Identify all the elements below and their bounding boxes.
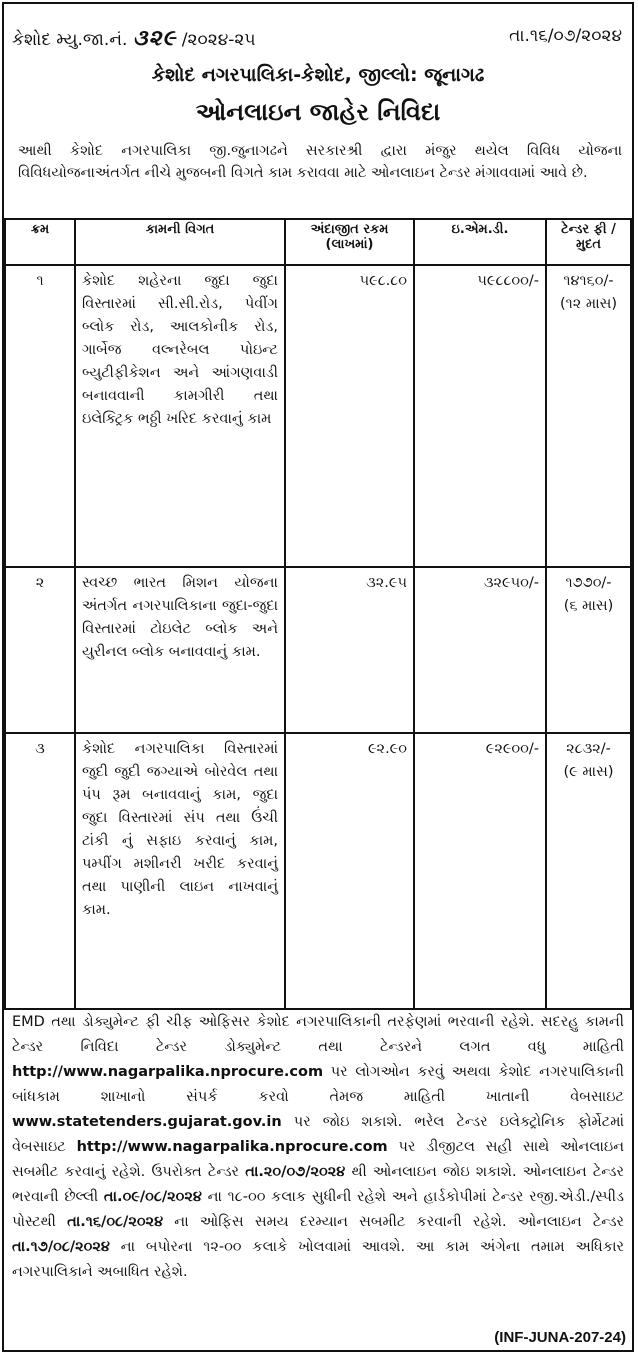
last-submission-date: તા.૦૯/૦૮/૨૦૨૪ [103,1189,202,1205]
row-emd: ૫૯૮૮૦૦/- [414,265,546,567]
statetenders-link[interactable]: www.statetenders.gujarat.gov.in [12,1114,282,1130]
row-fee [546,567,631,733]
table-row [5,733,631,1009]
terms-text: પર જોઇ શકાશે. ભરેલ ટેન્ડર ઇલેક્ટ્રોનિક ફોર્મેટમાં વેબસાઇટ [12,1114,625,1155]
online-view-date: તા.૨૦/૦૭/૨૦૨૪ [245,1164,346,1180]
reference-line [12,26,622,51]
row-duration: (૧૨ માસ) [559,296,618,312]
terms-paragraph [12,1010,624,1285]
tender-notice [2,2,634,1352]
row-sr: ૧ [5,265,75,567]
notice-title: ઓનલાઇન જાહેર નિવિદા [195,98,441,126]
outward-prefix: કેશોદ મ્યુ.જા.નં. [12,30,128,50]
table-header-row [5,219,631,265]
table-row [5,567,631,733]
row-sr: ૩ [5,733,75,1009]
header-work: કામની વિગત [75,219,285,265]
row-emd: ૯૨૯૦૦/- [414,733,546,1009]
row-fee-amount: ૧૪૧૬૦/- [563,273,614,289]
row-work: કેશોદ શહેરના જુદા જુદા વિસ્તારમાં સી.સી.રોડ, પેવીંગ બ્લોક રોડ, આલકોનીક રોડ, ગાર્બેજ વલ્નરેબલ પોઇન્ટ બ્યુટીફીકેશન અને આંગણવાડી બનાવવાની કામગીરી તથા ઇલેક્ટ્રિક ભઠ્ઠી ખરિદ કરવાનું કામ [75,265,285,567]
hardcopy-date: તા.૧૬/૦૮/૨૦૨૪ [67,1214,164,1230]
organization-heading: કેશોદ નગરપાલિકા-કેશોદ, જીલ્લો: જૂનાગઢ [151,64,485,86]
row-work: સ્વચ્છ ભારત મિશન યોજના અંતર્ગત નગરપાલિકાના જુદા-જુદા વિસ્તારમાં ટોઇલેટ બ્લોક અને યુરીનલ બ્લોક બનાવવાનું કામ. [75,567,285,733]
header-sr: ક્રમ [5,219,75,265]
terms-text: ના બપોરના ૧૨-૦૦ કલાકે ખોલવામાં આવશે. આ કામ અંગેના તમામ અધિકાર નગરપાલિકાને અબાધિત રહેશે. [12,1239,625,1280]
row-duration: (૯ માસ) [563,764,614,780]
header-emd: ઇ.એમ.ડી. [414,219,546,265]
row-amount: ૩૨.૯૫ [285,567,414,733]
works-table [4,218,632,1010]
nprocure-link[interactable]: http://www.nagarpalika.nprocure.com [12,1064,324,1080]
nprocure-link-2[interactable]: http://www.nagarpalika.nprocure.com [76,1139,388,1155]
header-amount: અંદાજીત રકમ (લાખમાં) [285,219,414,265]
row-fee [546,265,631,567]
outward-suffix: /૨૦૨૪-૨૫ [181,30,256,50]
table-row [5,265,631,567]
row-amount: ૯૨.૯૦ [285,733,414,1009]
terms-text: ના ઓફિસ સમય દરમ્યાન સબમીટ કરવાની રહેશે. ઓનલાઇન ટેન્ડર [174,1214,625,1230]
outward-number [12,26,256,51]
notice-date: તા.૧૬/૦૭/૨૦૨૪ [509,26,622,46]
row-fee-amount: ૨૮૩૨/- [566,741,611,757]
row-amount: ૫૯૮.૮૦ [285,265,414,567]
terms-text: ના ૧૮-૦૦ કલાક સુધીની રહેશે અને હાર્ડકોપીમાં ટેન્ડર રજી.એડી./સ્પીડ પોસ્ટથી [12,1189,625,1230]
row-work: કેશોદ નગરપાલિકા વિસ્તારમાં જુદી જુદી જગ્યાએ બોરવેલ તથા પંપ રૂમ બનાવવાનું કામ, જુદા જુદા વિસ્તારમાં સંપ તથા ઉંચી ટાંકી નું સફાઇ કરવાનું કામ, પમ્પીંગ મશીનરી ખરીદ કરવાનું તથા પાણીની લાઇન નાખવાનું કામ. [75,733,285,1009]
row-emd: ૩૨૯૫૦/- [414,567,546,733]
row-sr: ૨ [5,567,75,733]
row-fee-amount: ૧૭૭૦/- [565,575,612,591]
intro-paragraph: આથી કેશોદ નગરપાલિકા જી.જુનાગઢને સરકારશ્રી દ્વારા મંજુર થયેલ વિવિધ યોજના વિવિધયોજનાઅંતર્ગત નીચે મુજબની વિગતે કામ કરાવવા માટે ઓનલાઇન ટેન્ડર મંગાવવામાં આવે છે. [18,143,622,181]
terms-text: પર ડીજીટલ સહી સાથે ઓનલાઇન સબમીટ કરવાનું રહેશે. ઉપરોક્ત ટેન્ડર [12,1139,624,1180]
inf-reference: (INF-JUNA-207-24) [494,1329,626,1346]
row-duration: (૬ માસ) [563,598,614,614]
terms-text: પર લોગઓન કરવું અથવા કેશોદ નગરપાલિકાની બાંધકામ શાખાનો સંપર્ક કરવો તેમજ માહિતી ખાતાની વેબસાઇટ [12,1064,624,1105]
header-fee: ટેન્ડર ફી / મુદત [546,219,631,265]
terms-text: થી ઓનલાઇન જોઇ શકાશે. ઓનલાઇન ટેન્ડર ભરવાની છેલ્લી [12,1164,625,1205]
opening-date: તા.૧૭/૦૮/૨૦૨૪ [12,1239,110,1255]
terms-text: EMD તથા ડોક્યુમેન્ટ ફી ચીફ ઓફિસર કેશોદ નગરપાલિકાની તરફેણમાં ભરવાની રહેશે. સદરહુ કામની ટેન્ડર નિવિદા ટેન્ડર ડોક્યુમેન્ટ તથા ટેન્ડરને લગત વધુ માહિતી [12,1014,624,1055]
row-fee [546,733,631,1009]
outward-handwritten-number: ૩૨૯ [132,26,177,51]
